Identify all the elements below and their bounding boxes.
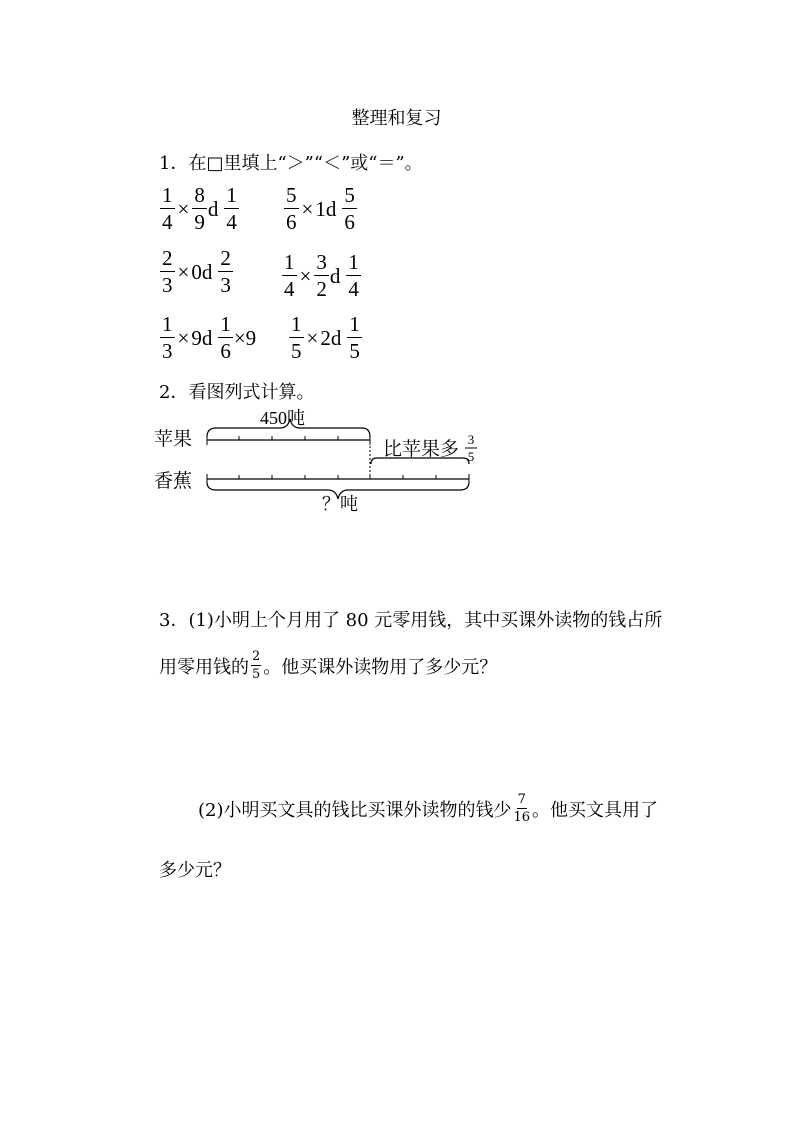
fraction: $\frac{2}{5}$	[252, 649, 261, 682]
question-3-part2-line2: 多少元？	[159, 860, 231, 881]
answer-box[interactable]: d	[201, 325, 213, 350]
fraction: $\frac{1}{5}$	[291, 312, 302, 363]
answer-box[interactable]: d	[329, 263, 341, 288]
compare-item-3: $\frac{2}{3}$ × 0 d $\frac{2}{3}$	[162, 246, 231, 297]
fraction: $\frac{2}{3}$	[162, 246, 173, 297]
fraction: $\frac{7}{16}$	[513, 792, 531, 825]
more-frac-num: 3	[467, 432, 475, 447]
fraction: $\frac{1}{5}$	[349, 312, 360, 363]
fraction: $\frac{1}{4}$	[226, 183, 237, 234]
fraction: $\frac{1}{3}$	[162, 312, 173, 363]
question-1-prompt: 1．在□里填上“＞”“＜”或“＝”。	[159, 153, 423, 174]
compare-item-4: $\frac{1}{4}$ × $\frac{3}{2}$ d $\frac{1}{4}$	[284, 250, 359, 301]
compare-item-2: $\frac{5}{6}$ × 1 d $\frac{5}{6}$	[286, 183, 355, 234]
fraction: $\frac{1}{4}$	[348, 250, 359, 301]
compare-item-5: $\frac{1}{3}$ × 9 d $\frac{1}{6}$ ×9	[162, 312, 257, 363]
fraction: $\frac{1}{6}$	[220, 312, 231, 363]
answer-box[interactable]: d	[201, 259, 213, 284]
bottom-brace-label: ？吨	[322, 494, 358, 514]
question-3-part1-line2: 用零用钱的 $\frac{2}{5}$ 。他买课外读物用了多少元？	[159, 649, 498, 682]
fraction: $\frac{5}{6}$	[344, 183, 355, 234]
question-2-prompt: 2．看图列式计算。	[159, 382, 315, 403]
fraction: $\frac{3}{2}$	[316, 250, 327, 301]
fraction: $\frac{5}{6}$	[286, 183, 297, 234]
answer-box[interactable]: d	[207, 196, 219, 221]
fraction: $\frac{2}{3}$	[220, 246, 231, 297]
compare-item-1: $\frac{1}{4}$ × $\frac{8}{9}$ d $\frac{1}{4}$	[162, 183, 237, 234]
more-label: 比苹果多	[383, 439, 460, 460]
answer-box[interactable]: d	[325, 196, 337, 221]
answer-box[interactable]: d	[330, 325, 342, 350]
more-frac-den: 5	[467, 449, 475, 464]
question-3-part2-line1: (2)小明买文具的钱比买课外读物的钱少 $\frac{7}{16}$ 。他买文具用了	[198, 792, 659, 825]
fraction: $\frac{8}{9}$	[194, 183, 205, 234]
apple-label: 苹果	[154, 429, 193, 450]
banana-label: 香蕉	[154, 471, 193, 492]
compare-item-6: $\frac{1}{5}$ × 2 d $\frac{1}{5}$	[291, 312, 360, 363]
page-title: 整理和复习	[351, 108, 442, 129]
question-3-part1-line1: 3．(1)小明上个月用了 80 元零用钱，其中买课外读物的钱占所	[159, 610, 663, 631]
top-brace-label: 450吨	[260, 408, 305, 428]
fraction: $\frac{1}{4}$	[284, 250, 295, 301]
segment-diagram	[150, 402, 490, 514]
fraction: $\frac{1}{4}$	[162, 183, 173, 234]
